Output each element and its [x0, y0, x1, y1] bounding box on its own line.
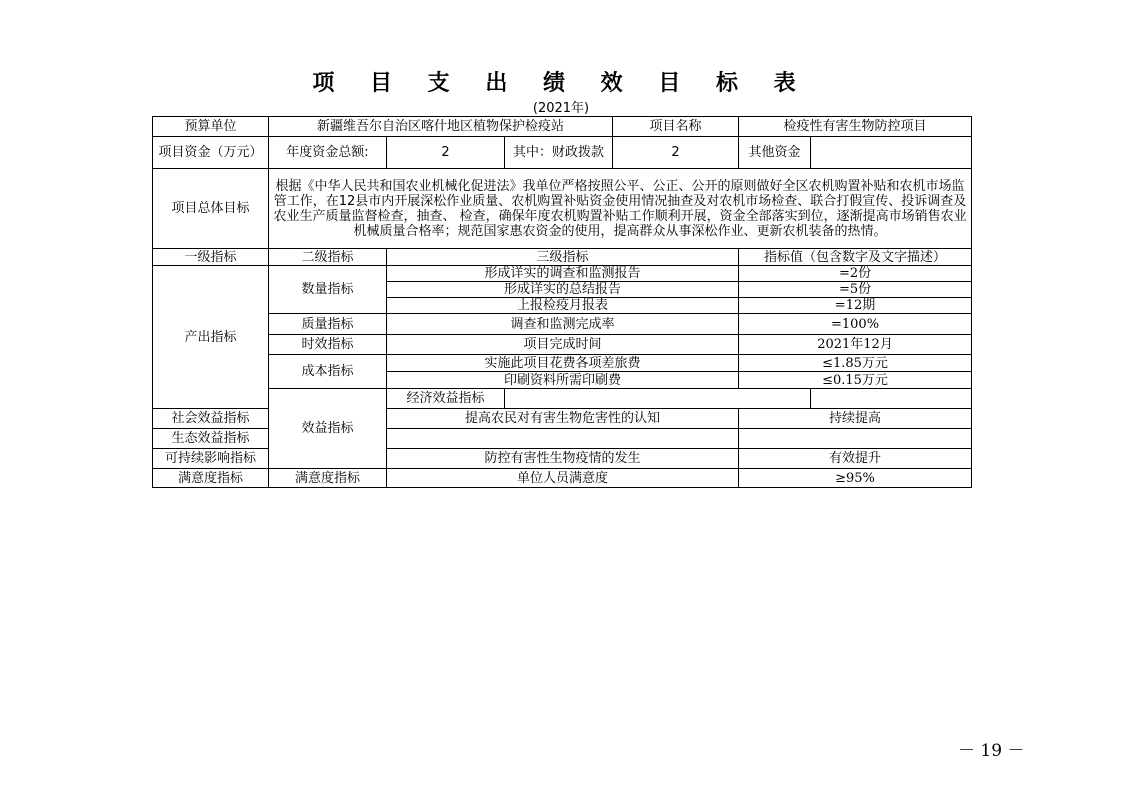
- indicator-value: ≥95%: [739, 469, 972, 488]
- project-name-label: 项目名称: [613, 117, 739, 137]
- indicator-name: 形成详实的调查和监测报告: [387, 266, 739, 282]
- quality-indicator-label: 质量指标: [269, 314, 387, 335]
- level2-header: 二级指标: [269, 249, 387, 266]
- project-funds-label: 项目资金（万元）: [153, 137, 269, 169]
- table-row: [153, 469, 972, 488]
- overall-goal-label: 项目总体目标: [153, 169, 269, 249]
- annual-total-label: 年度资金总额:: [269, 137, 387, 169]
- other-funds-label: 其他资金: [739, 137, 811, 169]
- ecological-benefit-label: 生态效益指标: [153, 429, 269, 449]
- table-row: [153, 266, 972, 282]
- satisfaction-indicator-label: 满意度指标: [153, 469, 269, 488]
- document-year: (2021年): [532, 101, 590, 116]
- page-number: － 19 －: [958, 741, 1025, 761]
- indicator-name: 印刷资料所需印刷费: [387, 372, 739, 389]
- indicator-value: ≤0.15万元: [739, 372, 972, 389]
- budget-unit-value: 新疆维吾尔自治区喀什地区植物保护检疫站: [269, 117, 613, 137]
- social-benefit-label: 社会效益指标: [153, 409, 269, 429]
- project-funds-row: [153, 137, 972, 169]
- indicator-name: 实施此项目花费各项差旅费: [387, 355, 739, 372]
- overall-goal-row: [153, 169, 972, 249]
- other-funds-value: [811, 137, 972, 169]
- indicator-name: [387, 429, 739, 449]
- indicator-name: 防控有害性生物疫情的发生: [387, 449, 739, 469]
- budget-unit-row: [153, 117, 972, 137]
- satisfaction-sub-label: 满意度指标: [269, 469, 387, 488]
- table-row: [153, 314, 972, 335]
- benefit-indicator-label: 效益指标: [269, 389, 387, 469]
- indicator-name: 形成详实的总结报告: [387, 282, 739, 298]
- indicator-name: 项目完成时间: [387, 335, 739, 355]
- indicator-value: 有效提升: [739, 449, 972, 469]
- indicator-value: ≤1.85万元: [739, 355, 972, 372]
- indicator-name: 提高农民对有害生物危害性的认知: [387, 409, 739, 429]
- table-row: [153, 335, 972, 355]
- timeliness-indicator-label: 时效指标: [269, 335, 387, 355]
- indicator-value: 持续提高: [739, 409, 972, 429]
- output-indicator-label: 产出指标: [153, 266, 269, 409]
- performance-target-table: [152, 116, 972, 488]
- annual-total-value: 2: [387, 137, 505, 169]
- overall-goal-text: 根据《中华人民共和国农业机械化促进法》我单位严格按照公平、公正、公开的原则做好全区农机购置补贴和农机市场监管工作，在12县市内开展深松作业质量、农机购置补贴资金使用情况抽查及对农机市场检查、联合打假宣传、投诉调查及农业生产质量监督检查，抽查、 检查，确保年度农机购置补贴工作顺利开展，资金全部落实到位，逐渐提高市场销售农业机械质量合格率；规范国家惠农资金的使用，提高群众从事深松作业、更新农机装备的热情。: [269, 169, 972, 249]
- level1-header: 一级指标: [153, 249, 269, 266]
- fiscal-funds-label: 其中：财政拨款: [505, 137, 613, 169]
- quantity-indicator-label: 数量指标: [269, 266, 387, 314]
- project-name-value: 检疫性有害生物防控项目: [739, 117, 972, 137]
- indicator-value: =2份: [739, 266, 972, 282]
- document-title: 项 目 支 出 绩 效 目 标 表: [312, 71, 810, 96]
- fiscal-funds-value: 2: [613, 137, 739, 169]
- indicator-value: 2021年12月: [739, 335, 972, 355]
- indicator-value: [739, 429, 972, 449]
- level3-header: 三级指标: [387, 249, 739, 266]
- table-row: [153, 389, 972, 409]
- indicator-name: 单位人员满意度: [387, 469, 739, 488]
- economic-benefit-label: 经济效益指标: [387, 389, 505, 409]
- indicator-value: [811, 389, 972, 409]
- indicator-value: =12期: [739, 298, 972, 314]
- sustainable-impact-label: 可持续影响指标: [153, 449, 269, 469]
- table-row: [153, 355, 972, 372]
- indicator-value: =100%: [739, 314, 972, 335]
- budget-unit-label: 预算单位: [153, 117, 269, 137]
- indicator-header-row: [153, 249, 972, 266]
- value-header: 指标值（包含数字及文字描述）: [739, 249, 972, 266]
- indicator-name: 调查和监测完成率: [387, 314, 739, 335]
- indicator-name: [505, 389, 811, 409]
- cost-indicator-label: 成本指标: [269, 355, 387, 389]
- indicator-value: =5份: [739, 282, 972, 298]
- indicator-name: 上报检疫月报表: [387, 298, 739, 314]
